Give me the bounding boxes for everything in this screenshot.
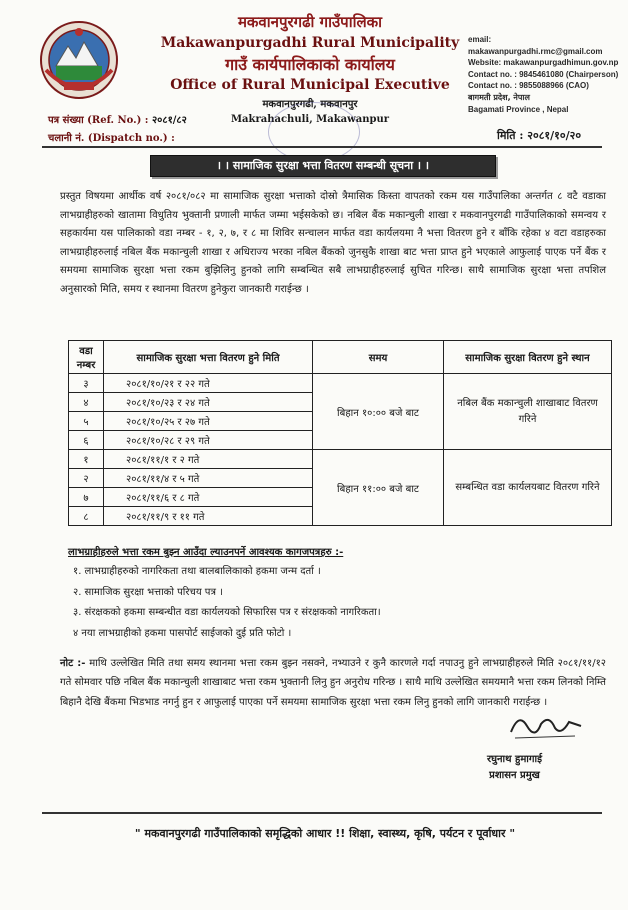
letter-date: मिति : २०८१/१०/२० <box>497 129 582 142</box>
province-english: Bagamati Province , Nepal <box>468 104 569 114</box>
place-cell: नबिल बैंक मकान्चुली शाखाबाट वितरण गरिने <box>444 374 612 450</box>
ref-label: पत्र संख्या (Ref. No.) : <box>48 115 149 126</box>
office-stamp <box>268 102 360 162</box>
province-nepali: बागमती प्रदेश, नेपाल <box>468 92 530 102</box>
table-header-row <box>69 341 612 374</box>
signatory-name: रघुनाथ हुमागाई <box>487 754 543 765</box>
body-paragraph: प्रस्तुत विषयमा आर्थीक वर्ष २०८१/०८२ मा सामाजिक सुरक्षा भत्ताको दोस्रो त्रैमासिक किस्ता वापतको रकम यस गाउँपालिका अन्तर्गत ८ वटै वडाका लाभग्राहीहरुको खातामा विधुतिय भुक्तानी प्रणाली मार्फत जम्मा भईसकेको छ। नबिल बैंक मकान्चुली शाखा र मकवानपुरगढी गाउँपालिकाको समन्वय र सहकार्यमा यस पालिकाको वडा नम्बर - १, २, ७, र ८ मा शिविर सन्चालन मार्फत वडा कार्यलयमा नै भत्ता वितरण हुने र बाँकि रहेका ४ वटा वडाहरुका लाभग्राहीहरुलाई नबिल बैंक मकान्चुली शाखा र अधिराज्य भरका नबिल बैंकको जुनसुकै शाखा बाट भत्ता प्राप्त हुने भएकाले आफुलाई पाएक पर्ने बैंक र समयमा सामाजिक सुरक्षा भत्ता रकम बुझिलिनु हुनको लागि सम्बन्धित सबै लाभग्राहीहरुलाई सुचित गरिन्छ। साथै सामाजिक सुरक्षा भत्ता तपशिल अनुसारको मिति, समय र स्थानमा वितरण हुनेकुरा जानकारी गराईन्छ । <box>60 191 606 295</box>
note-paragraph <box>60 654 606 712</box>
office-name-english: Office of Rural Municipal Executive <box>170 77 450 93</box>
signatory-title: प्रशासन प्रमुख <box>489 770 540 781</box>
date-cell: २०८१/११/६ र ८ गते <box>104 488 313 507</box>
time-cell: बिहान ११:०० बजे बाट <box>313 450 444 526</box>
address-nepali: मकवानपुरगढी, मकवानपुर <box>262 99 358 110</box>
contact-cao: Contact no. : 9855088966 (CAO) <box>468 81 589 91</box>
col-header-ward: वडा नम्बर <box>69 341 104 374</box>
table-row <box>69 450 612 469</box>
time-cell: बिहान १०:०० बजे बाट <box>313 374 444 450</box>
note-text: माथि उल्लेखित मिति तथा समय स्थानमा भत्ता रकम बुझ्न नसक्ने, नभ्याउने र कुनै कारणले गर्दा नपाउनु हुने लाभग्राहीहरुले मिति २०८१/११/१२ गते सोमवार पछि नबिल बैंक मकान्चुली शाखाबाट भत्ता रकम भुक्तानी लिनु हुन अनुरोध गरिन्छ । साथै माथि उल्लेखित समयमानै भत्ता रकम लिनको निम्ति बिहानै देखि बैंकमा भिडभाड नगर्नु हुन र आफुलाई पाएका पर्ने समयमा सामाजिक सुरक्षा भत्ता रकम लिनु हुनको लागि जानकारी गराईन्छ । <box>60 658 606 708</box>
list-item: ३. संरक्षकको हकमा सम्बन्धीत वडा कार्यलयको सिफारिस पत्र र संरक्षकको नागरिकता। <box>73 607 381 618</box>
contact-website: Website: makawanpurgadhimun.gov.np <box>468 58 619 68</box>
address-english: Makrahachuli, Makawanpur <box>230 114 389 125</box>
col-header-time: समय <box>313 341 444 374</box>
dispatch-label: चलानी नं. (Dispatch no.) : <box>48 133 175 144</box>
footer-slogan: " मकवानपुरगढी गाउँपालिकाको समृद्धिको आधार !! शिक्षा, स्वास्थ्य, कृषि, पर्यटन र पूर्वाधार " <box>134 827 516 840</box>
ward-cell: ८ <box>69 507 104 526</box>
date-cell: २०८१/११/४ र ५ गते <box>104 469 313 488</box>
list-item: १. लाभग्राहीहरुको नागरिकता तथा बालबालिकाको हकमा जन्म दर्ता । <box>73 566 321 577</box>
ward-cell: ३ <box>69 374 104 393</box>
ward-cell: ६ <box>69 431 104 450</box>
date-cell: २०८१/१०/२३ र २४ गते <box>104 393 313 412</box>
date-cell: २०८१/११/१ र २ गते <box>104 450 313 469</box>
municipality-name-english: Makawanpurgadhi Rural Municipality <box>160 35 460 51</box>
municipality-logo-emblem <box>38 18 120 102</box>
col-header-place: सामाजिक सुरक्षा वितरण हुने स्थान <box>444 341 612 374</box>
date-cell: २०८१/१०/२५ र २७ गते <box>104 412 313 431</box>
contact-chairperson: Contact no. : 9845461080 (Chairperson) <box>468 69 619 79</box>
reference-block <box>48 112 187 148</box>
col-header-date: सामाजिक सुरक्षा भत्ता वितरण हुने मिति <box>104 341 313 374</box>
municipality-name-nepali: मकवानपुरगढी गाउँपालिका <box>237 13 383 31</box>
ward-cell: १ <box>69 450 104 469</box>
date-cell: २०८१/१०/२१ र २२ गते <box>104 374 313 393</box>
signature-image <box>505 706 585 746</box>
signatory-block <box>487 752 542 784</box>
note-label: नोट :- <box>60 658 86 669</box>
date-cell: २०८१/११/९ र ११ गते <box>104 507 313 526</box>
documents-heading: लाभग्राहीहरुले भत्ता रकम बुझ्न आउँदा ल्याउनपर्ने आवश्यक कागजपत्रहरु :- <box>68 547 344 558</box>
documents-list <box>73 562 381 644</box>
list-item: २. सामाजिक सुरक्षा भत्ताको परिचय पत्र । <box>73 586 223 598</box>
distribution-schedule-table <box>68 340 612 526</box>
date-cell: २०८१/१०/२८ र २९ गते <box>104 431 313 450</box>
contact-email: email: makawanpurgadhi.rmc@gmail.com <box>468 35 603 56</box>
ward-cell: ५ <box>69 412 104 431</box>
ward-cell: २ <box>69 469 104 488</box>
table-row <box>69 374 612 393</box>
footer-divider <box>42 812 602 814</box>
ward-cell: ७ <box>69 488 104 507</box>
subject-banner: । । सामाजिक सुरक्षा भत्ता वितरण सम्बन्धी सूचना । । <box>150 155 496 177</box>
list-item: ४ नया लाभग्राहीको हकमा पासपोर्ट साईजको दुई प्रति फोटो । <box>73 627 292 639</box>
contact-block <box>468 34 626 115</box>
ward-cell: ४ <box>69 393 104 412</box>
header-divider <box>42 146 602 148</box>
office-name-nepali: गाउँ कार्यपालिकाको कार्यालय <box>225 55 395 74</box>
ref-value: २०८१/८२ <box>151 115 187 126</box>
place-cell: सम्बन्धित वडा कार्यलयबाट वितरण गरिने <box>444 450 612 526</box>
